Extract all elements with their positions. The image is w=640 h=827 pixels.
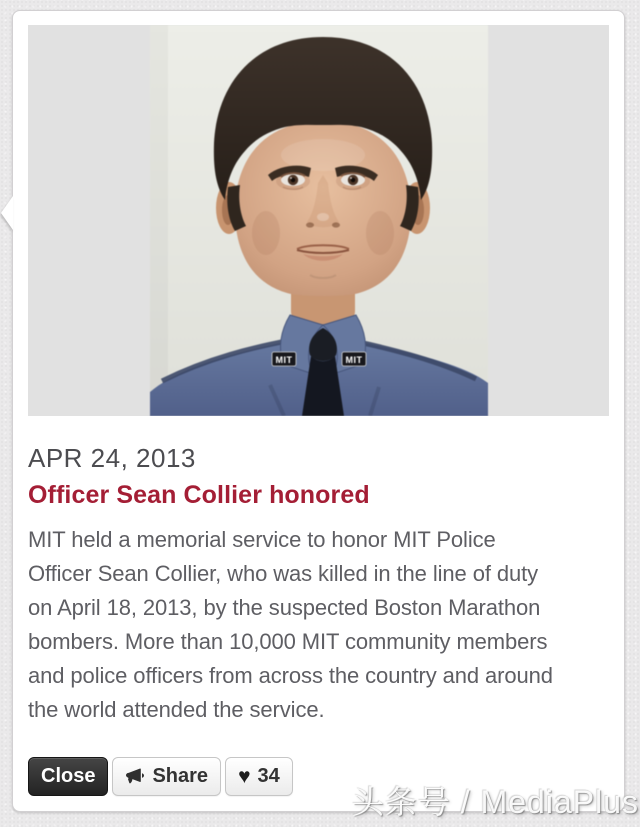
post-content [13, 443, 624, 727]
post-title: Officer Sean Collier honored [28, 481, 370, 509]
officer-portrait-photo [150, 25, 488, 416]
timeline-caret-icon [1, 196, 13, 230]
post-body-line: on April 18, 2013, by the suspected Boston Marathon [28, 595, 541, 620]
svg-text:MIT: MIT [345, 355, 362, 365]
megaphone-icon [125, 768, 145, 786]
share-label: Share [152, 765, 209, 787]
post-body-line: MIT held a memorial service to honor MIT Police [28, 527, 496, 552]
post-card [12, 10, 625, 812]
share-button[interactable] [112, 757, 221, 796]
watermark: 头条号 / MediaPlus [351, 784, 639, 820]
post-body-line: and police officers from across the country and around [28, 663, 553, 688]
post-body [28, 523, 609, 727]
post-body-line: the world attended the service. [28, 697, 325, 722]
like-button[interactable] [225, 757, 293, 796]
post-body-line: Officer Sean Collier, who was killed in the line of duty [28, 561, 539, 586]
post-date: APR 24, 2013 [28, 443, 196, 473]
photo-band [28, 25, 609, 416]
like-count: 34 [257, 765, 280, 787]
post-body-line: bombers. More than 10,000 MIT community members [28, 629, 548, 654]
heart-icon: ♥ [238, 765, 251, 788]
close-button[interactable]: Close [28, 757, 108, 796]
svg-text:MIT: MIT [275, 355, 292, 365]
